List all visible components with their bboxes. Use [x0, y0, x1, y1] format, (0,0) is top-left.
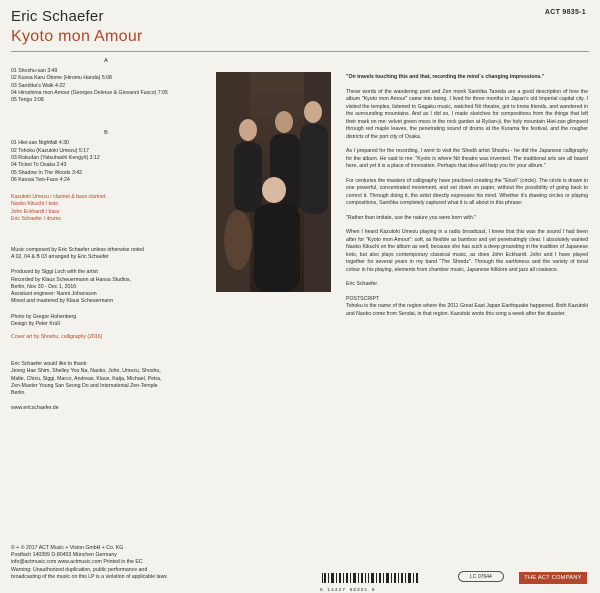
band-photo	[216, 72, 331, 292]
legal-line: Warning: Unauthorized duplication, public performance and	[11, 566, 148, 573]
artist-name: Eric Schaefer	[11, 8, 104, 25]
barcode-digits: 6 14427 98351 0	[320, 588, 376, 593]
second-quote: "Rather than imitate, use the nature you were born with."	[346, 214, 476, 221]
liner-paragraph: As I prepared for the recording, I went to visit the Shodō artist Shoshu - he did the Japanese calligraphy for the album. He said to me: "Kyoto is where Nō theatre was invented. The traditional arts are all based here, and yet it is a place of innovation. Perhaps that idea will help you for your album."	[346, 148, 588, 169]
credit-line: Recorded by Klaus Scheuermann at Hansa Studios,	[11, 276, 131, 283]
personnel-item: Naoko Kikuchi / koto	[11, 201, 59, 208]
photo-design-credits	[11, 314, 201, 328]
thanks-line: Berlin.	[11, 389, 26, 396]
legal-block	[11, 545, 261, 581]
personnel-list	[11, 194, 201, 223]
track-a5: 05 Tengu 3:08	[11, 97, 44, 104]
credit-line: Assistant engineer: Nanni Johansson	[11, 291, 97, 298]
credit-line: A 02, 04 & B 03 arranged by Eric Schaefer	[11, 254, 109, 261]
side-b-label: B	[104, 130, 108, 137]
thanks-line: Zen-Master Young San Seong Do and International Zen-Temple	[11, 382, 158, 389]
track-b6: 06 Kansai Two-Face 4:24	[11, 176, 70, 183]
liner-notes	[346, 74, 588, 318]
credit-line: Mixed and mastered by Klaus Scheuermann	[11, 298, 114, 305]
legal-line: © + ℗ 2017 ACT Music + Vision GmbH + Co. KG	[11, 545, 124, 551]
personnel-item: Kazutoki Umezu / clarinet & bass clarinet	[11, 194, 106, 201]
personnel-item: John Eckhardt / bass	[11, 208, 60, 215]
cover-art-credit: Cover art by Shoshu, calligraphy (2016)	[11, 333, 103, 340]
thanks-section	[11, 361, 201, 397]
opening-quote: "On travels touching this and that, recording the mind´s changing impressions."	[346, 74, 545, 80]
website-link[interactable]: www.ericschaefer.de	[11, 405, 59, 412]
liner-paragraph: For centuries the masters of calligraphy have practised creating the "Ensō" (circle). The circle is drawn in one powerful, concentrated movement, and set down on paper, without the possibility of going back to correct it. Through doing it, the artist directly expresses his mind. Whether it's drawing circles or playing compositions, Santōka completely captured what it is all about in this phrase:	[346, 177, 588, 206]
legal-line: info@actmusic.com www.actmusic.com Printed in the EC	[11, 559, 143, 566]
liner-paragraph: When I heard Kazutoki Umezu playing in a radio broadcast, I knew that this was the sound I had been after for "Kyoto mon Amour": soft, as flexible as bamboo and yet penetratingly clear. I absolutely wanted Naoko Kikuchi on the album as well, because she has such a deep grounding in the tradition of Japanese koto, but also plays contemporary classical music, as does John Eckhardt. John and I have played together for several years in my band "The Shredz". Through the earthiness and the variety of tonal colour in his playing, elements from chamber music, Japanese folklore and jazz all coalesce.	[346, 229, 588, 273]
personnel-item: Eric Schaefer / drums	[11, 215, 61, 222]
catalog-number: ACT 9835-1	[544, 9, 586, 16]
track-b2: 02 Tohoku (Kazutoki Umezu) 5:17	[11, 147, 90, 154]
composition-credits	[11, 247, 201, 261]
postscript-text: Tohoku is the name of the region where the 2011 Great East Japan Earthquake happened. Both Kazutoki and Naoko come from Sendai, in that region. Kazutoki wrote this song a week after the disaster.	[346, 303, 588, 317]
barcode	[320, 570, 420, 593]
legal-line: Postfach 140399 D-80453 München Germany	[11, 552, 117, 559]
album-title: Kyoto mon Amour	[11, 28, 143, 45]
track-b3: 03 Rokudan (Yatsuhashi Kengyō) 3:12	[11, 155, 100, 162]
band-photo-illustration	[216, 72, 331, 292]
track-b4: 04 Ticket To Osaka 2:43	[11, 162, 67, 169]
label-code: LC 07644	[470, 573, 492, 580]
thanks-line: Malte, Chizu, Siggi, Marco, Andreas, Klaus, Katja, Michael, Petra,	[11, 375, 162, 382]
track-a3: 03 Santōka's Walk 4:22	[11, 82, 66, 89]
track-b1: 01 Hiei-zan Nightfall 4:30	[11, 140, 69, 147]
liner-paragraph: These words of the wandering poet and Zen monk Santōka Taneda are a good description of how the album "Kyoto mon Amour" came into being. I lived for three months in Japan's old Imperial capital city. I visited the temples, listened to Gagaku music, watched Nō theatre, got to know friends, and wandered in the surrounding mountains. And as I did so, I made sketches for compositions from the things that left their mark on me: velvet green moss in the rock garden at Ryōan-ji, the holy mountain Hiei-zan glimpsed through red maple leaves, the penetrating sound of drums at the Kurama fire festival, and the rougher districts of the port city of Osaka.	[346, 88, 588, 140]
track-b5: 05 Shadow In The Woods 3:42	[11, 169, 83, 176]
track-a4: 04 Hiroshima mon Amour (Georges Delerue & Giovanni Fusco) 7:05	[11, 89, 168, 96]
track-a2: 02 Kussa Karu Otome (Hiromu Handa) 5:08	[11, 75, 112, 82]
side-b-tracklist	[11, 140, 201, 184]
left-column	[11, 58, 201, 412]
credit-line: Produced by Siggi Loch with the artist	[11, 269, 98, 276]
barcode-bars	[320, 573, 420, 583]
thanks-line: Jeong Hae Shim, Shelley You Na, Naoko, John, Umezu, Shoshu,	[11, 368, 161, 375]
production-credits	[11, 269, 201, 305]
label-code-badge	[458, 571, 504, 582]
act-company-logo: THE ACT COMPANY	[519, 572, 587, 584]
credit-line: Design by Peter Krüll	[11, 320, 60, 327]
header-divider	[11, 51, 589, 52]
track-a1: 01 Shoshu-san 3:49	[11, 68, 58, 74]
thanks-heading: Eric Schaefer would like to thank:	[11, 361, 88, 368]
postscript-label: POSTSCRIPT	[346, 295, 380, 302]
credit-line: Photo by Gregor Hohenberg	[11, 313, 77, 320]
signature: Eric Schaefer	[346, 281, 378, 287]
legal-line: broadcasting of the music on this LP is a violation of applicable laws	[11, 573, 167, 580]
credit-line: Music composed by Eric Schaefer unless otherwise noted	[11, 247, 144, 254]
side-a-tracklist	[11, 68, 201, 104]
side-a-label: A	[104, 58, 108, 64]
credit-line: Berlin, Nov 30 - Dec 1, 2016	[11, 283, 77, 290]
